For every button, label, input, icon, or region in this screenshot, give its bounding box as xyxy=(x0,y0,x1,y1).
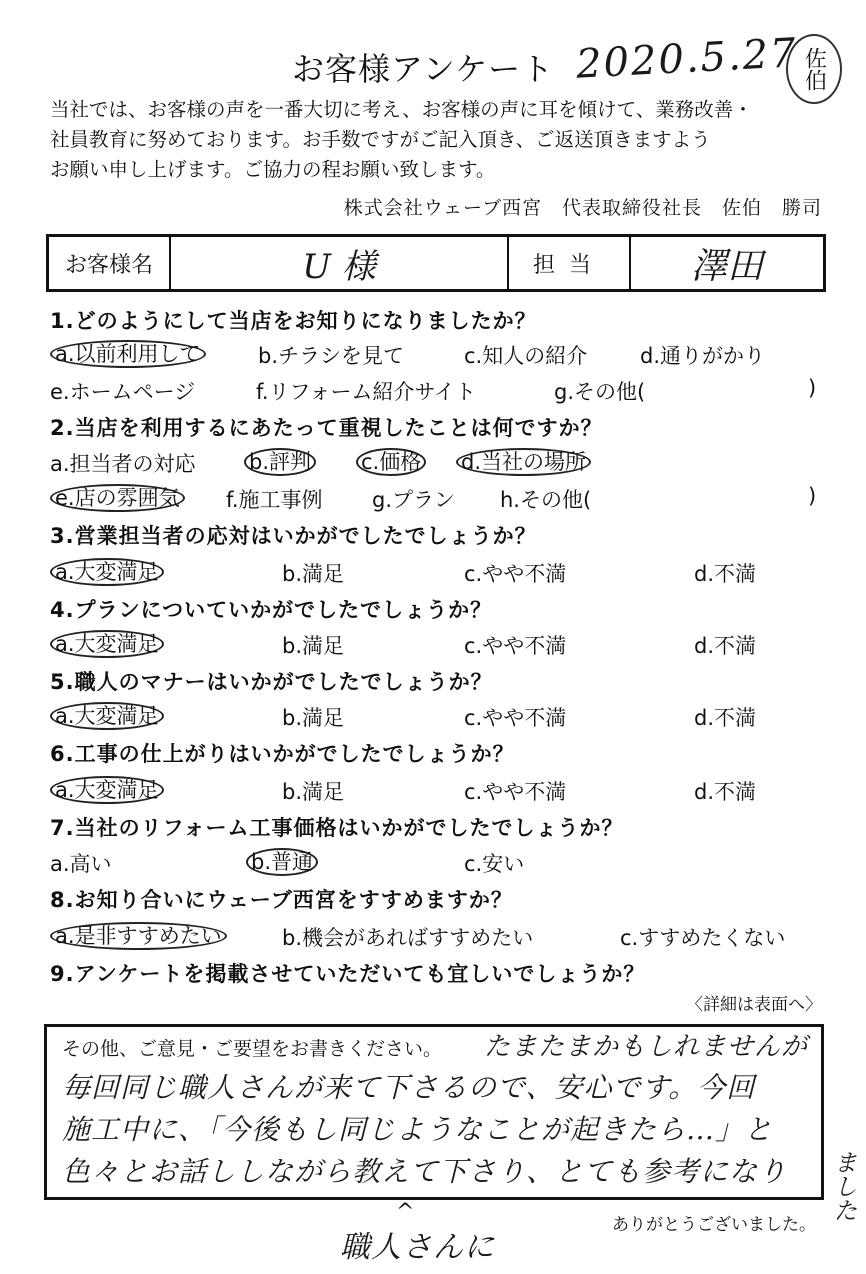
option-1f[interactable]: f.リフォーム紹介サイト xyxy=(256,380,477,404)
option-3d[interactable]: d.不満 xyxy=(694,562,757,586)
comment-insert: 職人さんに xyxy=(340,1230,495,1265)
answer-circle: a.大変満足 xyxy=(50,558,164,586)
intro-line: 当社では、お客様の声を一番大切に考え、お客様の声に耳を傾けて、業務改善・ xyxy=(50,98,753,121)
detail-note: 〈詳細は表面へ〉 xyxy=(686,995,822,1015)
option-1c[interactable]: c.知人の紹介 xyxy=(464,344,588,368)
answer-circle: b.普通 xyxy=(246,848,318,876)
intro-line: お願い申し上げます。ご協力の程お願い致します。 xyxy=(50,158,496,181)
option-5a[interactable] xyxy=(50,702,164,730)
option-8c[interactable]: c.すすめたくない xyxy=(620,926,786,950)
option-3b[interactable]: b.満足 xyxy=(282,562,345,586)
question-7: 7.当社のリフォーム工事価格はいかがでしたでしょうか？ xyxy=(50,816,624,840)
option-5c[interactable]: c.やや不満 xyxy=(464,706,567,730)
option-8a[interactable] xyxy=(50,922,227,950)
option-6d[interactable]: d.不満 xyxy=(694,780,757,804)
option-2a[interactable]: a.担当者の対応 xyxy=(50,452,196,476)
customer-value[interactable]: U 様 xyxy=(171,237,509,289)
customer-label: お客様名 xyxy=(49,237,171,289)
option-8b[interactable]: b.機会があればすすめたい xyxy=(282,926,534,950)
option-6a[interactable] xyxy=(50,776,164,804)
customer-info-table xyxy=(46,234,826,292)
question-9: 9.アンケートを掲載させていただいても宜しいでしょうか？ xyxy=(50,962,646,986)
option-2h[interactable]: h.その他( xyxy=(500,488,592,512)
option-4c[interactable]: c.やや不満 xyxy=(464,634,567,658)
option-2b[interactable] xyxy=(244,448,316,476)
answer-circle: a.大変満足 xyxy=(50,702,164,730)
staff-value[interactable]: 澤田 xyxy=(690,245,763,287)
option-3a[interactable] xyxy=(50,558,164,586)
option-1g-close: ) xyxy=(808,376,817,400)
option-3c[interactable]: c.やや不満 xyxy=(464,562,567,586)
company-signature: 株式会社ウェーブ西宮 代表取締役社長 佐伯 勝司 xyxy=(343,197,822,219)
comment-vertical: ました xyxy=(829,1150,857,1222)
seal-stamp: 佐伯 xyxy=(786,34,842,104)
answer-circle: d.当社の場所 xyxy=(456,448,591,476)
option-4b[interactable]: b.満足 xyxy=(282,634,345,658)
answer-circle: e.店の雰囲気 xyxy=(50,484,185,512)
option-2c[interactable] xyxy=(356,448,426,476)
comment-line-3: 施工中に、「今後もし同じようなことが起きたら…」と xyxy=(62,1113,774,1146)
answer-circle: a.大変満足 xyxy=(50,776,164,804)
option-1b[interactable]: b.チラシを見て xyxy=(258,344,405,368)
option-4a[interactable] xyxy=(50,630,164,658)
question-8: 8.お知り合いにウェーブ西宮をすすめますか？ xyxy=(50,888,513,912)
question-5: 5.職人のマナーはいかがでしたでしょうか？ xyxy=(50,670,493,694)
survey-title: お客様アンケート xyxy=(292,50,555,88)
option-7b[interactable] xyxy=(246,848,318,876)
option-7a[interactable]: a.高い xyxy=(50,852,112,876)
option-1a[interactable] xyxy=(50,340,206,368)
question-3: 3.営業担当者の応対はいかがでしたでしょうか？ xyxy=(50,524,537,548)
option-1d[interactable]: d.通りがかり xyxy=(640,344,766,368)
intro-line: 社員教育に努めております。お手数ですがご記入頂き、ご返送頂きますよう xyxy=(50,128,711,151)
answer-circle: b.評判 xyxy=(244,448,316,476)
option-1g[interactable]: g.その他( xyxy=(554,380,646,404)
insert-caret: ^ xyxy=(396,1200,415,1225)
option-1e[interactable]: e.ホームページ xyxy=(50,380,196,404)
option-2g[interactable]: g.プラン xyxy=(372,488,456,512)
option-2e[interactable] xyxy=(50,484,185,512)
answer-circle: a.大変満足 xyxy=(50,630,164,658)
answer-circle: c.価格 xyxy=(356,448,426,476)
question-2: 2.当店を利用するにあたって重視したことは何ですか？ xyxy=(50,416,603,440)
option-2d[interactable] xyxy=(456,448,591,476)
option-5b[interactable]: b.満足 xyxy=(282,706,345,730)
option-4d[interactable]: d.不満 xyxy=(694,634,757,658)
question-1: 1.どのようにして当店をお知りになりましたか？ xyxy=(50,309,537,333)
option-6c[interactable]: c.やや不満 xyxy=(464,780,567,804)
comment-label: その他、ご意見・ご要望をお書きください。 xyxy=(62,1038,443,1060)
thanks-text: ありがとうございました。 xyxy=(612,1215,816,1235)
comment-line-1: たまたまかもしれませんが xyxy=(484,1032,809,1062)
comment-line-2: 毎回同じ職人さんが来て下さるので、安心です。今回 xyxy=(62,1071,756,1104)
option-5d[interactable]: d.不満 xyxy=(694,706,757,730)
option-2f[interactable]: f.施工事例 xyxy=(226,488,323,512)
staff-label: 担当 xyxy=(509,237,631,289)
answer-circle: a.是非すすめたい xyxy=(50,922,227,950)
question-4: 4.プランについていかがでしたでしょうか？ xyxy=(50,598,493,622)
question-6: 6.工事の仕上がりはいかがでしたでしょうか？ xyxy=(50,742,515,766)
intro-text xyxy=(50,95,840,185)
option-6b[interactable]: b.満足 xyxy=(282,780,345,804)
answer-circle: a.以前利用して xyxy=(50,340,206,368)
comment-line-4: 色々とお話ししながら教えて下さり、とても参考になり xyxy=(62,1155,788,1188)
option-2h-close: ) xyxy=(808,484,817,508)
handwritten-date: 2020.5.27 xyxy=(574,30,799,88)
option-7c[interactable]: c.安い xyxy=(464,852,525,876)
